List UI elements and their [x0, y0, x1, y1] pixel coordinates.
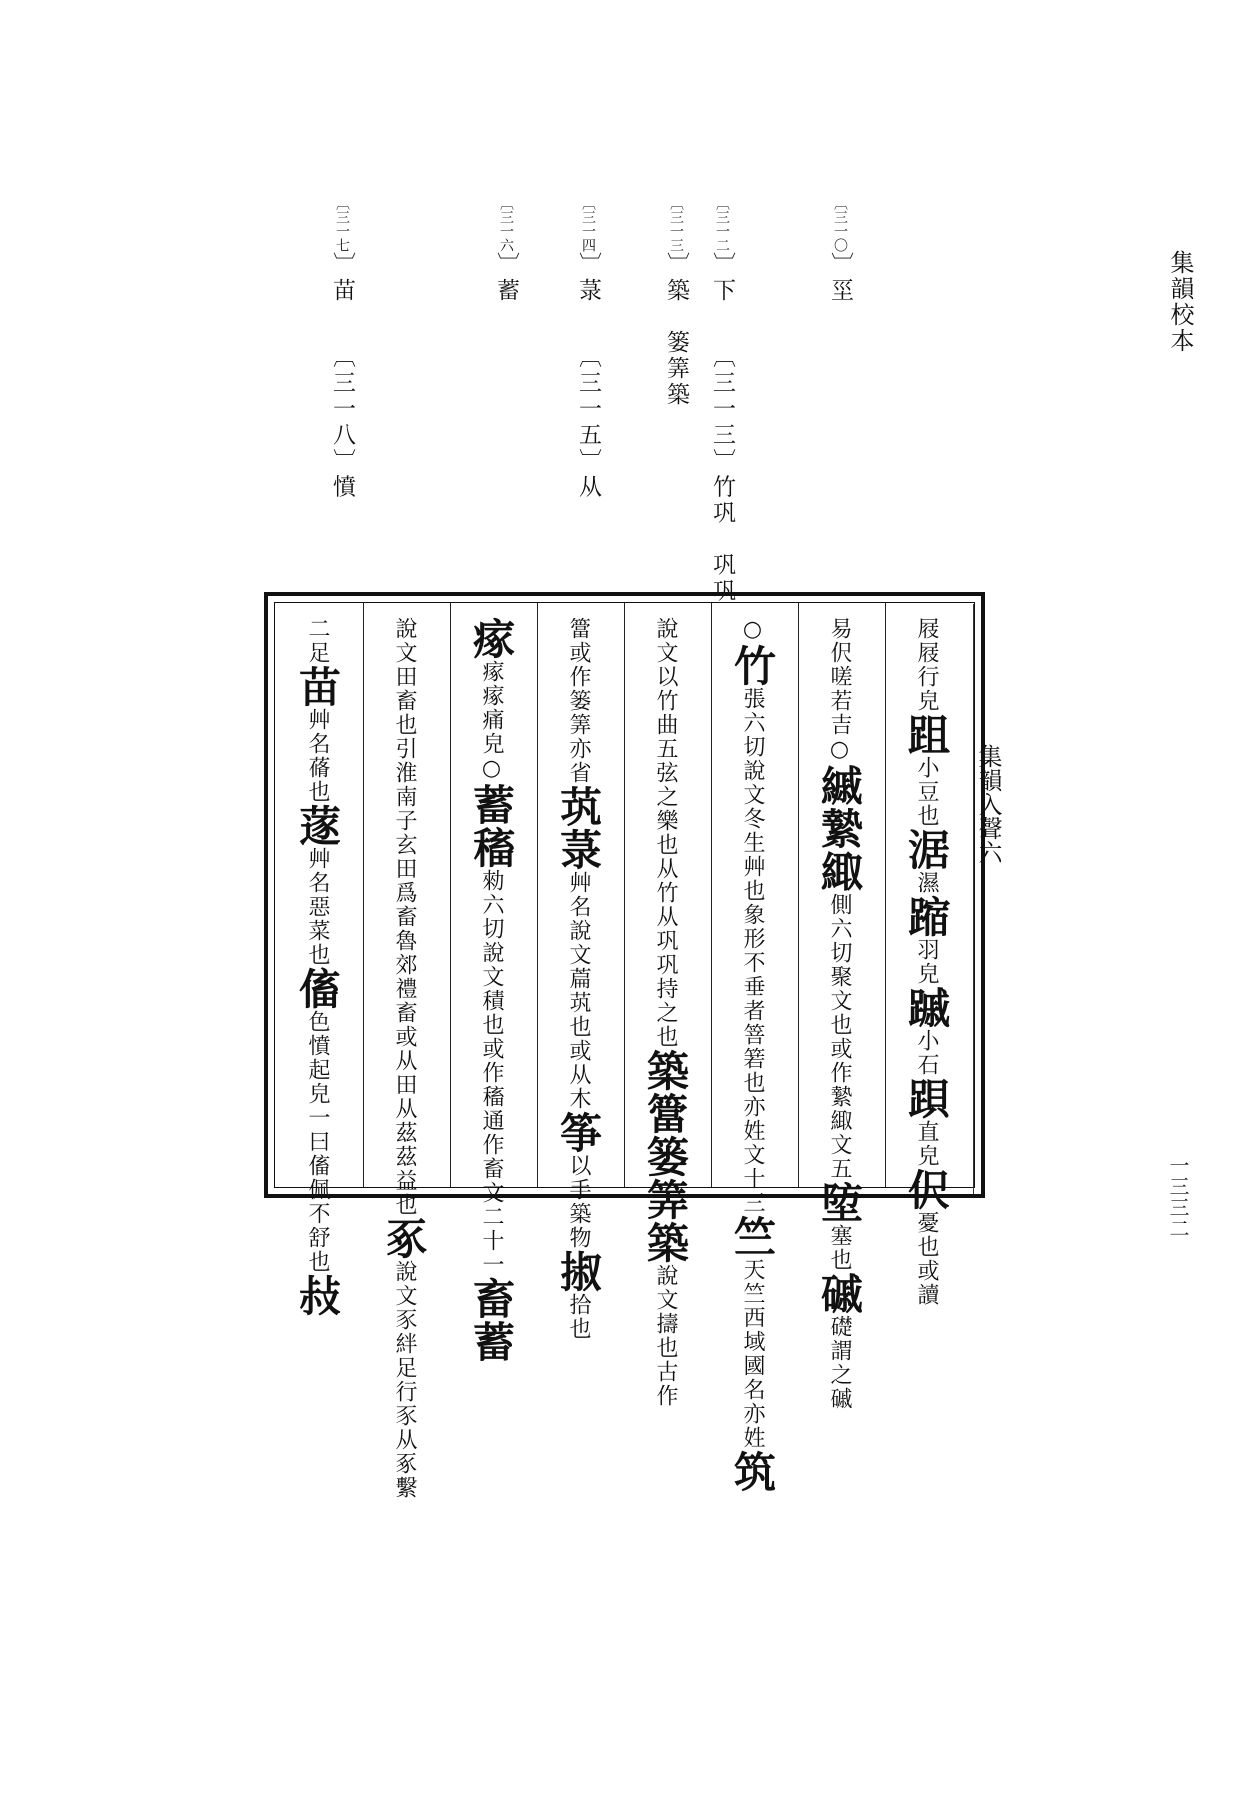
headword: 筝	[554, 1111, 603, 1154]
column-rule	[885, 603, 886, 1187]
headword: 苗	[293, 665, 342, 708]
text-column-2	[815, 617, 864, 1411]
text-column-1	[902, 617, 951, 1307]
gloss-text: 屐屐	[914, 617, 939, 665]
gloss-text: 色憤起皃一曰傗佩不舒也	[305, 1010, 330, 1274]
headword: 築簹篓筭築	[641, 1049, 690, 1264]
gloss-text: 艸名說文萹茿也或从木	[566, 871, 591, 1111]
note-312: 〔三一二〕下 〔三一三〕竹巩 巩巩	[709, 196, 735, 605]
headword: 蓄稸	[467, 783, 516, 869]
headword: 蹜	[902, 895, 951, 938]
text-column-5	[554, 617, 603, 1341]
column-rule	[711, 603, 712, 1187]
headword: 縬縶緅	[815, 764, 864, 893]
column-rule	[450, 603, 451, 1187]
headword: 畜蓄	[467, 1277, 516, 1363]
headword: 竹	[728, 644, 777, 687]
gloss-text: 側六切聚文也或作縶緅文五	[827, 893, 852, 1181]
note-317: 〔三一七〕苗 〔三一八〕憤	[329, 196, 355, 501]
note-text: 〕坙	[827, 252, 853, 304]
note-text: 〕蓄	[493, 252, 519, 304]
headword: 涺	[902, 828, 951, 871]
gloss-text: 行皃	[914, 665, 939, 713]
headword: 豖	[380, 1217, 429, 1260]
gloss-text: 拾也	[566, 1293, 591, 1341]
gloss-text: ○	[740, 617, 765, 644]
gloss-text: ○	[479, 756, 504, 783]
gloss-text: 簹或作篓筭亦省	[566, 617, 591, 785]
note-number: 三一六	[498, 210, 514, 252]
headword: 瘃	[467, 617, 516, 660]
headword: 敊	[293, 1274, 342, 1317]
gloss-text: 勑六切說文積也或作稸通作畜文二十一	[479, 869, 504, 1277]
text-column-3	[728, 617, 777, 1493]
column-rule	[798, 603, 799, 1187]
running-head: 集韻校本	[1166, 250, 1194, 354]
gloss-text: 二足	[305, 617, 330, 665]
headword: 伬	[902, 1168, 951, 1211]
gloss-text: 說文豕絆足行豕从豖繫	[392, 1260, 417, 1500]
gloss-text: 濕	[914, 871, 939, 895]
headword: 跙	[902, 713, 951, 756]
frame-margin-title: 集韻入聲六	[974, 744, 1002, 864]
headword: 䟺	[902, 1077, 951, 1120]
headword: 磩	[815, 1272, 864, 1315]
gloss-text: ○	[827, 737, 852, 764]
note-313: 〔三一三〕築 篓筭築	[663, 196, 689, 408]
frame-margin-strip	[973, 604, 994, 1194]
note-number: 三一三	[668, 210, 684, 252]
gloss-text: 直皃	[914, 1120, 939, 1168]
gloss-text: 以手築物	[566, 1154, 591, 1250]
gloss-text: 艸名蓨也	[305, 708, 330, 804]
column-rule	[363, 603, 364, 1187]
headword: 竺	[728, 1215, 777, 1258]
headword: 掓	[554, 1250, 603, 1293]
note-number: 三一七	[334, 210, 350, 252]
text-frame-inner	[274, 602, 975, 1500]
gloss-text: 小石	[914, 1029, 939, 1077]
note-text: 〕苗 〔三一八〕憤	[329, 252, 355, 501]
headword: 蓫	[293, 804, 342, 847]
text-column-7	[380, 617, 429, 1500]
headword: 埅	[815, 1181, 864, 1224]
headword: 茿菉	[554, 785, 603, 871]
gloss-text: 說文田畜也引淮南子玄田爲畜魯郊禮畜或从田从茲茲益也	[392, 617, 417, 1217]
gloss-text: 天竺西域國名亦姓	[740, 1258, 765, 1450]
text-column-6	[467, 617, 516, 1363]
gloss-text: 憂也或讀	[914, 1211, 939, 1307]
note-text: 〕下 〔三一三〕竹巩 巩巩	[709, 252, 735, 605]
column-rule	[624, 603, 625, 1187]
note-text: 〕菉 〔三一五〕从	[575, 252, 601, 501]
headword: 筑	[728, 1450, 777, 1493]
note-310: 〔三一〇〕坙	[827, 196, 853, 304]
gloss-text: 羽皃	[914, 938, 939, 986]
headword: 䠞	[902, 986, 951, 1029]
text-column-8	[293, 617, 342, 1317]
gloss-text: 易伬嗟若吉	[827, 617, 852, 737]
column-rule	[537, 603, 538, 1187]
text-frame	[264, 592, 985, 1500]
gloss-text: 礎謂之磩	[827, 1315, 852, 1411]
note-text: 〕築 篓筭築	[663, 252, 689, 408]
gloss-text: 艸名惡菜也	[305, 847, 330, 967]
gloss-text: 說文擣也古作	[653, 1264, 678, 1408]
text-column-4	[641, 617, 690, 1408]
note-314: 〔三一四〕菉 〔三一五〕从	[575, 196, 601, 501]
note-number: 三一二	[714, 210, 730, 252]
gloss-text: 塞也	[827, 1224, 852, 1272]
gloss-text: 小豆也	[914, 756, 939, 828]
note-number: 三一〇	[832, 210, 848, 252]
headword: 傗	[293, 967, 342, 1010]
page-number: 一三三二	[1166, 1155, 1190, 1239]
gloss-text: 張六切說文冬生艸也象形不垂者箁箬也亦姓文十三	[740, 687, 765, 1215]
note-number: 三一四	[580, 210, 596, 252]
gloss-text: 說文以竹曲五弦之樂也从竹从巩巩持之也	[653, 617, 678, 1049]
gloss-text: 瘃瘃痛皃	[479, 660, 504, 756]
note-316: 〔三一六〕蓄	[493, 196, 519, 304]
